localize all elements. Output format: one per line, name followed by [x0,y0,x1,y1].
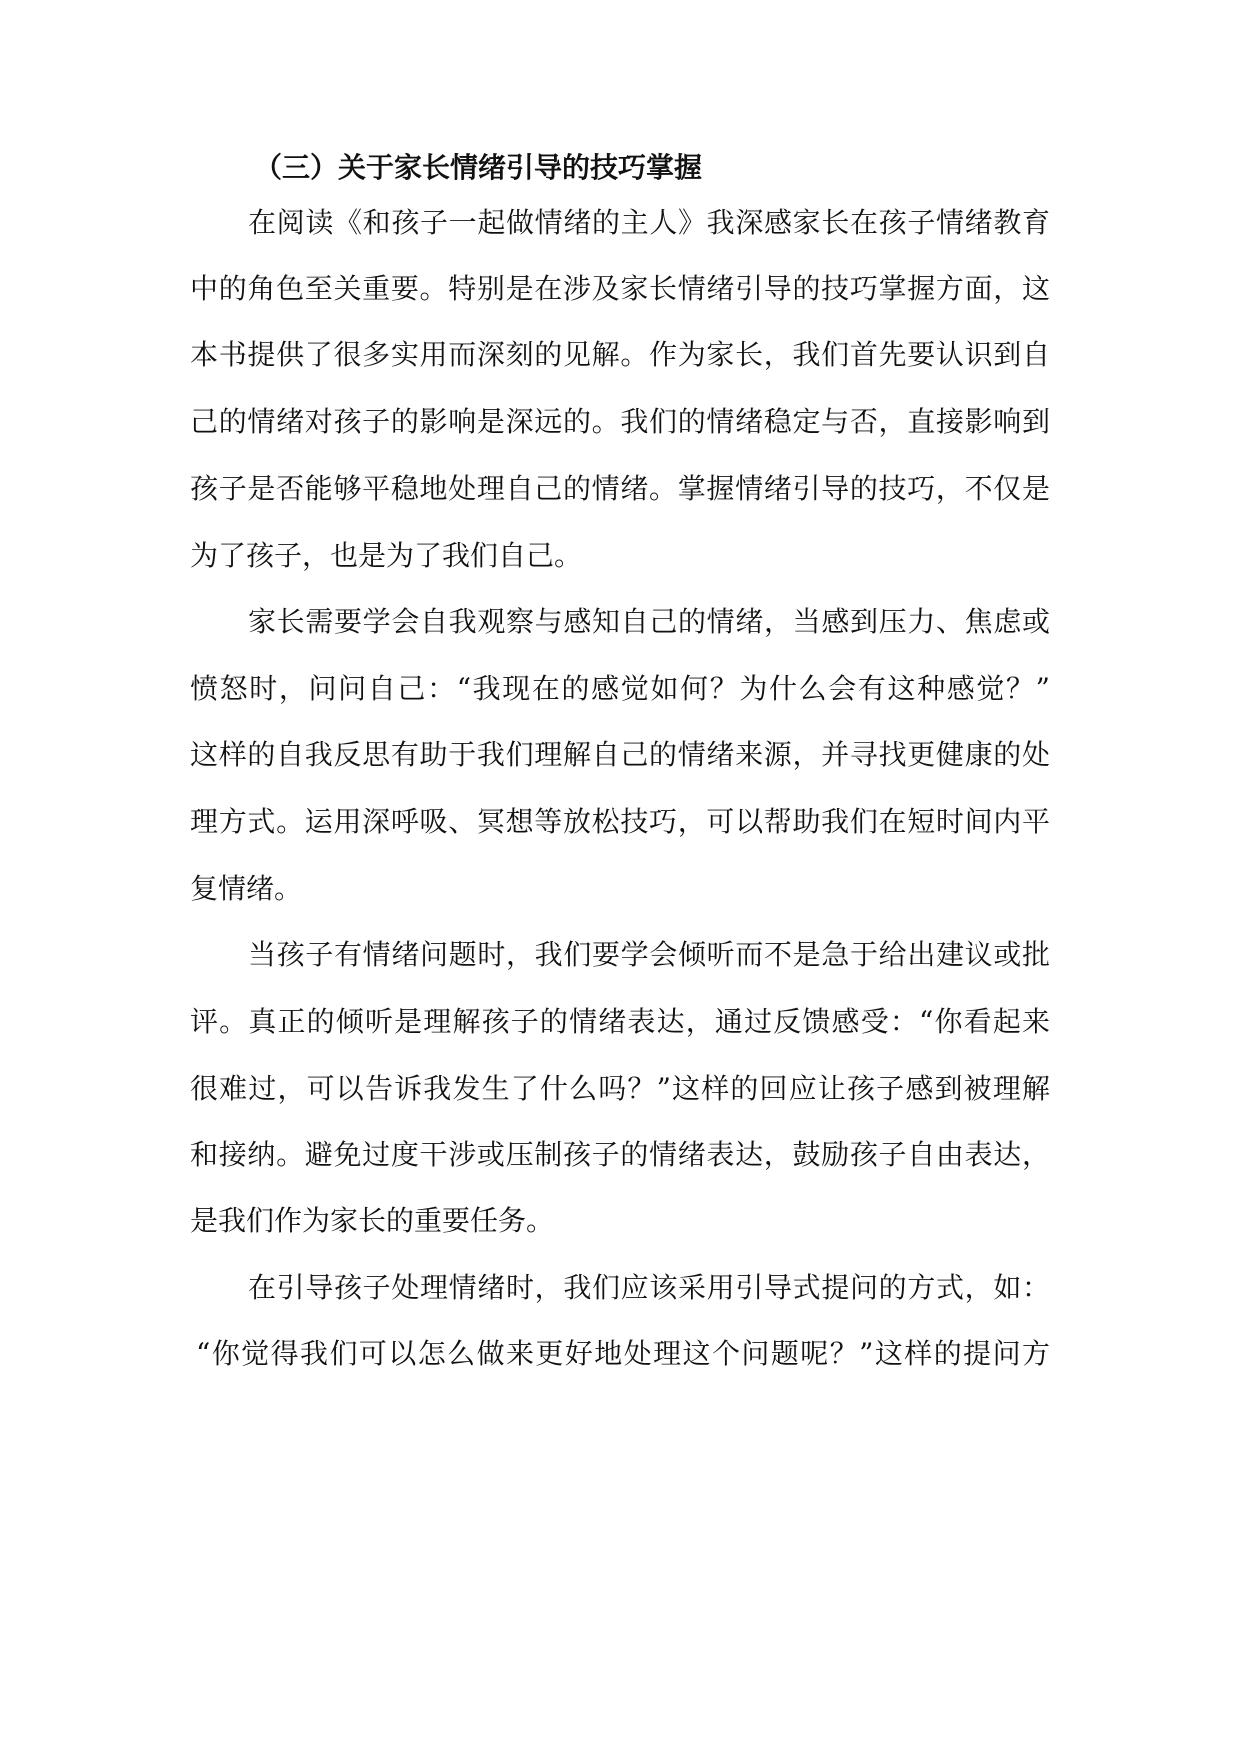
paragraph-2-line-5: 复情绪。 [190,872,303,905]
paragraph-3-line-5: 是我们作为家长的重要任务。 [190,1204,555,1237]
paragraph-3-line-3: 很难过，可以告诉我发生了什么吗？”这样的回应让孩子感到被理解 [190,1072,1050,1105]
paragraph-1-line-6: 为了孩子，也是为了我们自己。 [190,539,583,572]
paragraph-2-line-3: 这样的自我反思有助于我们理解自己的情绪来源，并寻找更健康的处 [190,738,1050,771]
paragraph-3-line-4: 和接纳。避免过度干涉或压制孩子的情绪表达，鼓励孩子自由表达， [190,1138,1050,1171]
paragraph-1-line-1: 在阅读《和孩子一起做情绪的主人》我深感家长在孩子情绪教育 [248,206,1050,239]
paragraph-3-line-1: 当孩子有情绪问题时，我们要学会倾听而不是急于给出建议或批 [248,938,1050,971]
paragraph-3-line-2: 评。真正的倾听是理解孩子的情绪表达，通过反馈感受：“你看起来 [190,1005,1050,1038]
paragraph-2-line-1: 家长需要学会自我观察与感知自己的情绪，当感到压力、焦虑或 [248,605,1050,638]
paragraph-1-line-5: 孩子是否能够平稳地处理自己的情绪。掌握情绪引导的技巧，不仅是 [190,472,1050,505]
paragraph-4-line-1: 在引导孩子处理情绪时，我们应该采用引导式提问的方式，如： [248,1271,1050,1304]
paragraph-1-line-3: 本书提供了很多实用而深刻的见解。作为家长，我们首先要认识到自 [190,338,1050,371]
paragraph-1-line-4: 己的情绪对孩子的影响是深远的。我们的情绪稳定与否，直接影响到 [190,405,1050,438]
paragraph-4-line-2: “你觉得我们可以怎么做来更好地处理这个问题呢？”这样的提问方 [196,1337,1050,1370]
section-heading: （三）关于家长情绪引导的技巧掌握 [254,151,703,184]
paragraph-1-line-2: 中的角色至关重要。特别是在涉及家长情绪引导的技巧掌握方面，这 [190,272,1050,305]
paragraph-2-line-2: 愤怒时，问问自己：“我现在的感觉如何？为什么会有这种感觉？” [190,672,1050,705]
paragraph-2-line-4: 理方式。运用深呼吸、冥想等放松技巧，可以帮助我们在短时间内平 [190,805,1050,838]
